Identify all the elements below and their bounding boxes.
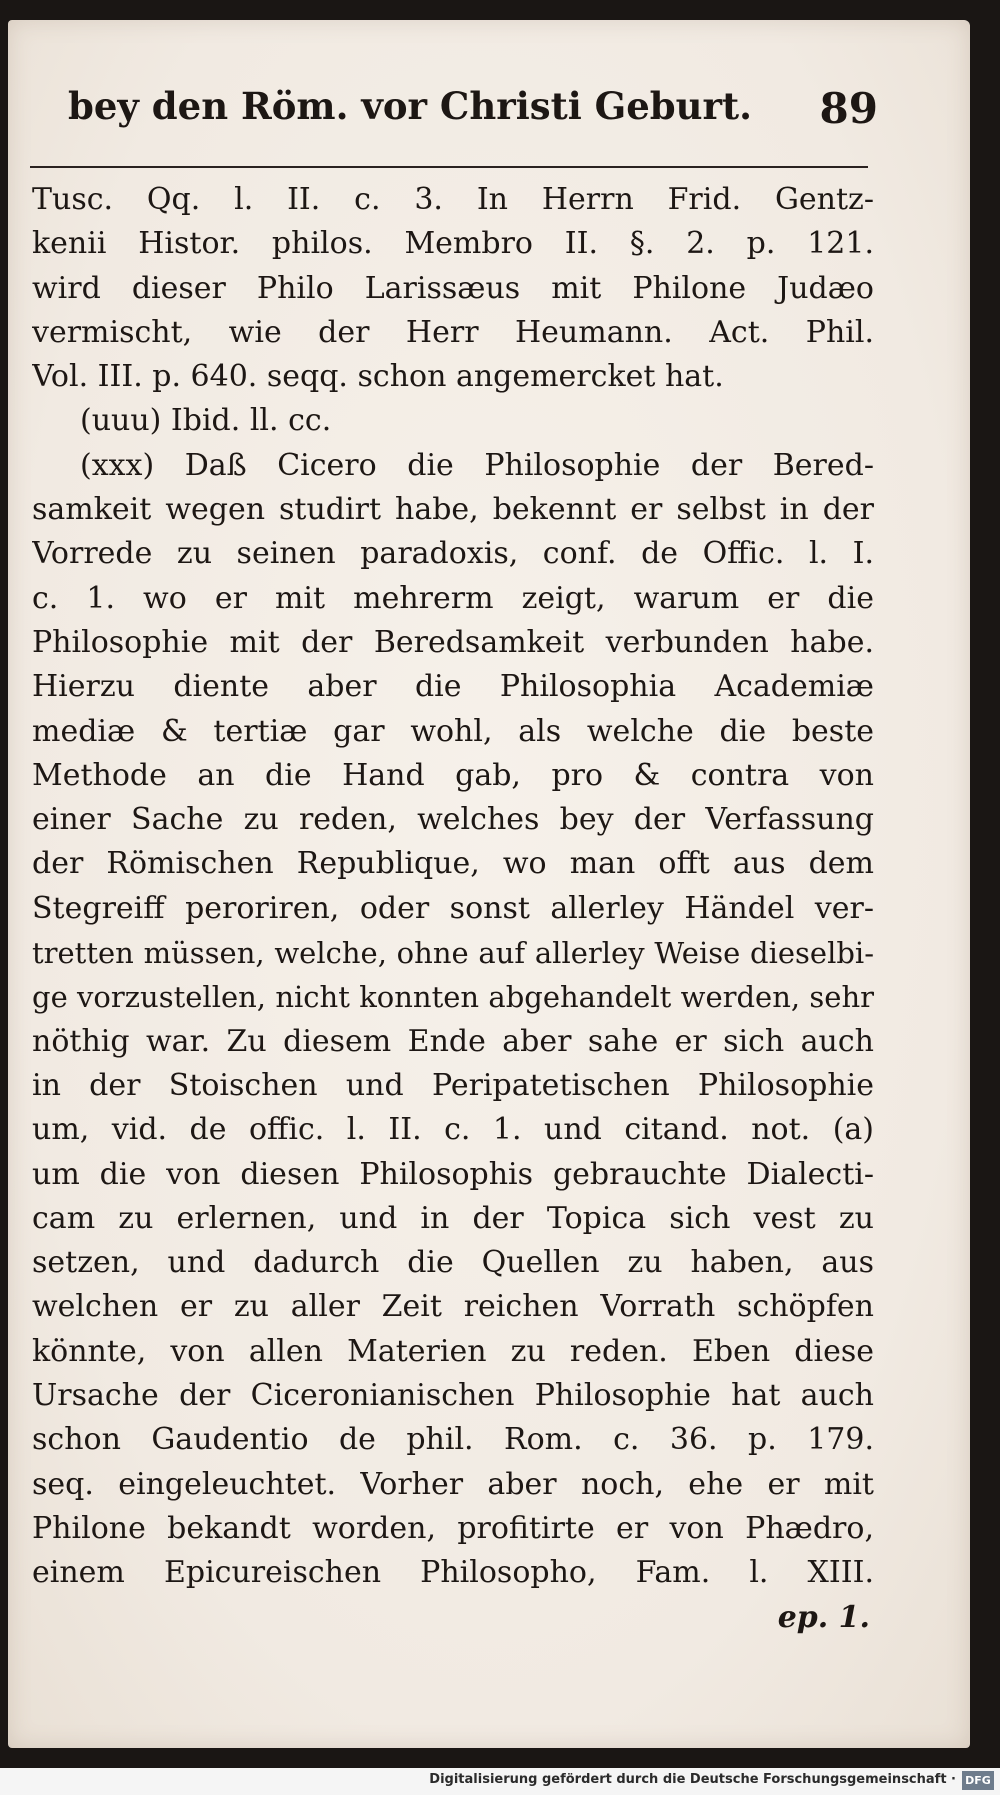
text-line: wird dieser Philo Larissæus mit Philone Judæo — [32, 270, 874, 306]
text-line: um, vid. de offic. l. II. c. 1. und citand. not. (a) — [32, 1112, 874, 1148]
running-head — [68, 84, 878, 144]
text-line: der Römischen Republique, wo man offt aus dem — [32, 846, 874, 882]
text-line: Vorrede zu seinen paradoxis, conf. de Offic. l. I. — [32, 536, 874, 572]
text-line: ge vorzustellen, nicht konnten abgehandelt werden, sehr — [32, 980, 874, 1015]
header-rule — [30, 166, 868, 168]
text-line: mediæ & tertiæ gar wohl, als welche die beste — [32, 713, 874, 749]
text-line: welchen er zu aller Zeit reichen Vorrath schöpfen — [32, 1289, 874, 1325]
page-number: 89 — [819, 84, 878, 133]
text-line: samkeit wegen studirt habe, bekennt er selbst in der — [32, 492, 874, 528]
text-line: seq. eingeleuchtet. Vorher aber noch, ehe er mit — [32, 1466, 874, 1502]
footnote-uuu: (uuu) Ibid. ll. cc. — [80, 403, 332, 439]
text-line: um die von diesen Philosophis gebrauchte Dialecti- — [32, 1156, 874, 1192]
dfg-logo-icon: DFG — [962, 1771, 994, 1790]
footnote-xxx-start: (xxx) Daß Cicero die Philosophie der Bered- — [80, 447, 874, 483]
text-line: Vol. III. p. 640. seqq. schon angemercket hat. — [32, 359, 724, 395]
text-line: Ursache der Ciceronianischen Philosophie hat auch — [32, 1378, 874, 1414]
digitization-footer — [0, 1768, 1000, 1795]
text-line: Methode an die Hand gab, pro & contra von — [32, 757, 874, 793]
text-line: Philone bekandt worden, profitirte er von Phædro, — [32, 1510, 874, 1546]
text-line: c. 1. wo er mit mehrerm zeigt, warum er die — [32, 580, 874, 616]
running-title: bey den Röm. vor Christi Geburt. — [68, 84, 753, 128]
text-line: Philosophie mit der Beredsamkeit verbunden habe. — [32, 624, 874, 660]
text-line: kenii Histor. philos. Membro II. §. 2. p. 121. — [32, 226, 874, 262]
text-line: vermischt, wie der Herr Heumann. Act. Phil. — [32, 314, 874, 350]
text-line: könnte, von allen Materien zu reden. Eben diese — [32, 1333, 874, 1369]
book-page — [8, 20, 970, 1748]
text-line: nöthig war. Zu diesem Ende aber sahe er sich auch — [32, 1023, 874, 1059]
text-line: Tusc. Qq. l. II. c. 3. In Herrn Frid. Gentz- — [32, 182, 874, 217]
text-line: Stegreiff peroriren, oder sonst allerley Händel ver- — [32, 890, 874, 926]
text-line: cam zu erlernen, und in der Topica sich vest zu — [32, 1200, 874, 1236]
text-line: in der Stoischen und Peripatetischen Philosophie — [32, 1067, 874, 1103]
text-line: schon Gaudentio de phil. Rom. c. 36. p. 179. — [32, 1422, 874, 1458]
funding-credit: Digitalisierung gefördert durch die Deutsche Forschungsgemeinschaft · — [429, 1772, 956, 1787]
text-line: Hierzu diente aber die Philosophia Academiæ — [32, 669, 874, 705]
text-line: tretten müssen, welche, ohne auf allerley Weise dieselbi- — [32, 936, 874, 971]
text-line: setzen, und dadurch die Quellen zu haben, aus — [32, 1245, 874, 1281]
catchword: ep. 1. — [777, 1599, 870, 1635]
text-line: einem Epicureischen Philosopho, Fam. l. XIII. — [32, 1555, 874, 1591]
footnote-text — [32, 178, 874, 1640]
text-line: einer Sache zu reden, welches bey der Verfassung — [32, 802, 874, 838]
